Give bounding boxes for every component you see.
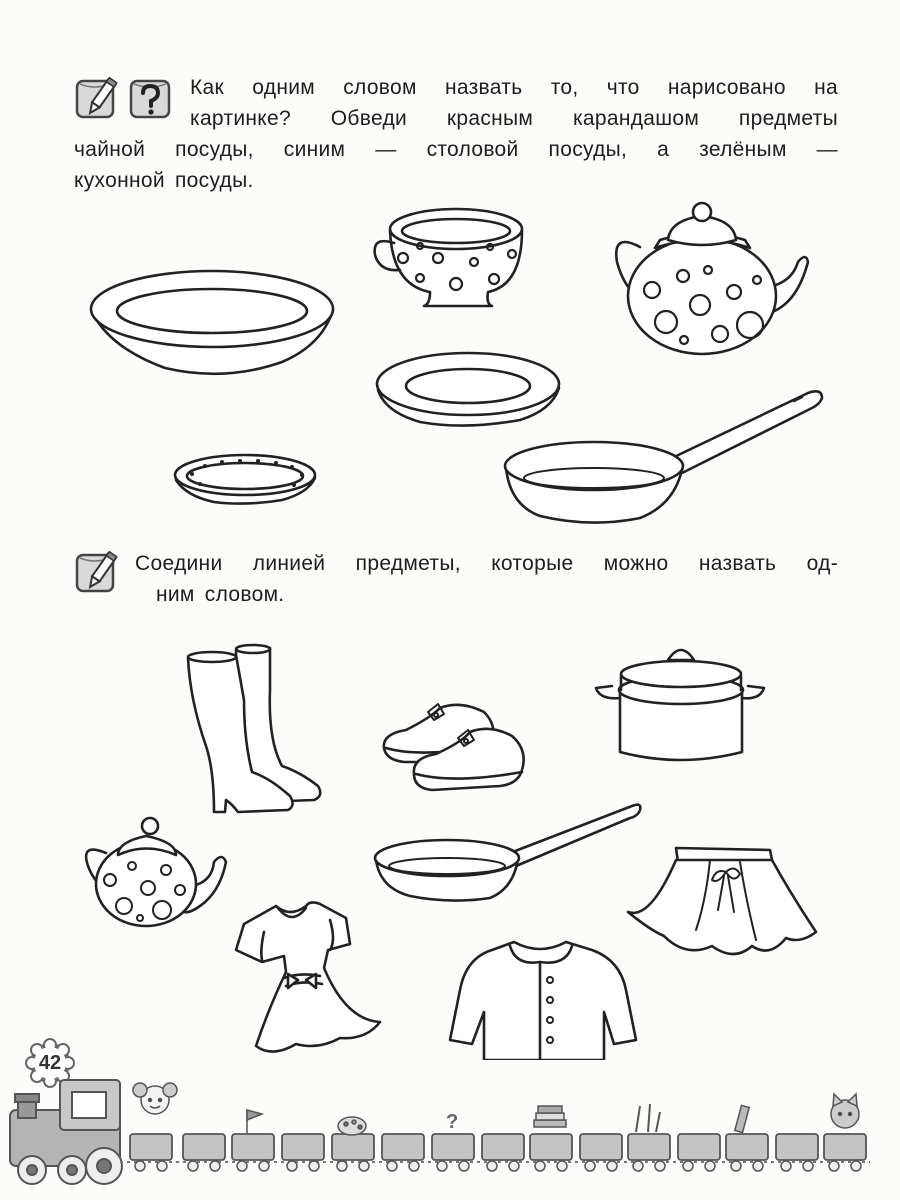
books-icon (534, 1106, 566, 1127)
pot-image (596, 650, 764, 760)
cup-image (375, 209, 522, 306)
task1-line: картинке? Обведи красным карандашом предметы (190, 107, 838, 130)
task2-line: ним словом. (156, 583, 285, 606)
task1-line: чайной посуды, синим — столовой посуды, а зелёным — (74, 138, 838, 161)
locomotive-image (10, 1080, 122, 1184)
shoes-image (384, 704, 524, 790)
task2-line: Соедини линией предметы, которые можно назвать од- (135, 552, 838, 575)
question-mark-icon (446, 1111, 458, 1133)
cat-icon (831, 1094, 859, 1128)
boots-image (188, 645, 320, 812)
frying-pan-image (505, 391, 822, 522)
teapot-image (86, 818, 226, 926)
girl-icon (133, 1083, 177, 1114)
skirt-image (628, 848, 816, 954)
teapot-image (616, 203, 808, 354)
page-number: 42 (38, 1051, 62, 1074)
pencil-icon (735, 1105, 749, 1132)
task1-line: кухонной посуды. (74, 169, 254, 192)
deep-bowl-image (91, 271, 333, 374)
dress-image (236, 902, 380, 1051)
frying-pan-image (375, 805, 640, 901)
svg-text:?: ? (446, 1111, 459, 1133)
shirt-image (450, 942, 636, 1060)
brushes-icon (636, 1104, 660, 1132)
plate-image (377, 353, 559, 426)
task1-line: Как одним словом назвать то, что нарисовано на (190, 76, 838, 99)
palette-icon (338, 1117, 366, 1135)
saucer-image (175, 455, 315, 504)
train-footer (0, 1070, 900, 1200)
flag-icon (247, 1110, 262, 1134)
